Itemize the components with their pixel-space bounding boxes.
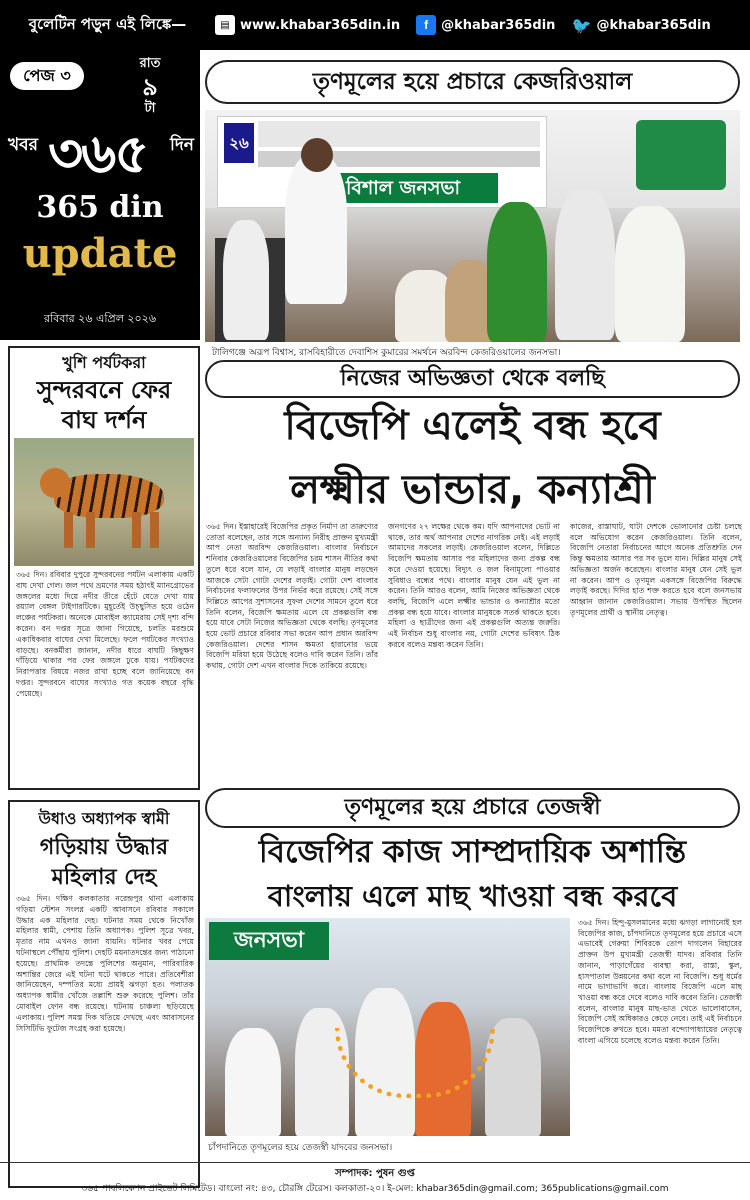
story1-column2: জনগণের ২৭ লক্ষের থেকে কম। যদি আপনাদের ভোট না থাকে, তার অর্থ আপনার দেশের নাগরিক নেই। এই লড়াই আমাদের সকলের লড়াই। কেজরিওয়াল বলেন, দিল্লিতে বিজেপি ক্ষমতায় আসার পর মহিলাদের জন্য প্রকল্প বন্ধ করে দেওয়া হয়েছে। বিদ্যুৎ ও জল বিনামূল্যে পাওয়ার সুবিধাও বন্ধের পথে। বাংলার মানুষ যেন এই ভুল না করেন। তিনি আরও বলেন, আমি নিজের অভিজ্ঞতা থেকে বলছি, বিজেপি এলে লক্ষ্মীর ভান্ডার ও কন্যাশ্রীর মতো প্রকল্প বন্ধ হয়ে যাবে। বাংলার মানুষকে সতর্ক থাকতে হবে। মহিলা ও ছাত্রীদের জন্য এই প্রকল্পগুলি অত্যন্ত জরুরি। এই নির্বাচন শুধু বাংলার নয়, গোটা দেশের ভবিষ্যৎ ঠিক করবে বলেও মন্তব্য করেন তিনি। [388, 522, 560, 649]
party-logo [636, 120, 726, 190]
time-rat: রাত [139, 56, 161, 71]
tiger-photo [14, 438, 194, 566]
rally-banner: জনসভা [209, 922, 329, 960]
banner-date: ২৬ [224, 123, 254, 163]
sidebar2-headline-line2: গড়িয়ায় উদ্ধার [39, 835, 169, 860]
banner-header-strip [258, 121, 540, 147]
sidebar1-headline-line2: সুন্দরবনে ফের [36, 376, 172, 404]
story2-kicker: তৃণমূলের হয়ে প্রচারে তেজস্বী [205, 788, 740, 828]
person-figure [223, 220, 269, 340]
story1-photo-caption: টালিগঞ্জে অরূপ বিশ্বাস, রাসবিহারীতে দেবাশিস কুমারের সমর্থনে অরবিন্দ কেজরিওয়ালের জনসভা। [212, 348, 561, 358]
twitter-link[interactable] [571, 15, 710, 35]
sidebar-story-tiger [8, 346, 200, 790]
story1-kicker: তৃণমূলের হয়ে প্রচারে কেজরিওয়াল [205, 60, 740, 104]
story2-photo [205, 918, 570, 1136]
facebook-handle: @khabar365din [441, 17, 556, 33]
sidebar-story-professor [8, 800, 200, 1188]
time-number: ৯ [142, 73, 158, 101]
facebook-icon: f [416, 15, 436, 35]
story2-headline-line2: বাংলায় এলে মাছ খাওয়া বন্ধ করবে [267, 879, 678, 913]
update-title-line2: update [22, 230, 178, 277]
top-bar [0, 0, 750, 50]
sidebar2-headline-line1: উধাও অধ্যাপক স্বামী [38, 809, 170, 828]
website-link[interactable] [215, 15, 400, 35]
bulletin-link-text[interactable]: বুলেটিন পড়ুন এই লিঙ্কে— [28, 14, 187, 33]
time-ta: টা [144, 101, 156, 116]
sidebar2-body: ৩৬৫ দিন। দক্ষিণ কলকাতার নরেন্দ্রপুর থানা এলাকায় গড়িয়া স্টেশন সংলগ্ন একটি আবাসনে রবিবার সকালে উদ্ধার এক মহিলার দেহ। ঘটনার সময় থেকে নিখোঁজ মহিলার স্বামী, পেশায় তিনি অধ্যাপক। পুলিশ সূত্রে খবর, মৃতার নাম এখনও জানা যায়নি। ঘটনার খবর পেয়ে ঘটনাস্থলে পৌঁছায় পুলিশ। দেহটি ময়নাতদন্তের জন্য পাঠানো হয়েছে। প্রাথমিক তদন্তে পুলিশের অনুমান, পারিবারিক অশান্তির জেরে এই ঘটনা ঘটে থাকতে পারে। প্রতিবেশীরা জানিয়েছেন, দম্পতির মধ্যে প্রায়ই ঝগড়া হত। পলাতক অধ্যাপক স্বামীর খোঁজে তল্লাশি শুরু করেছে পুলিশ। তাঁর মোবাইল ফোন বন্ধ রয়েছে। ঘটনায় চাঞ্চল্য ছড়িয়েছে এলাকায়। পুলিশ সমস্ত দিক খতিয়ে দেখছে এবং আবাসনের সিসিটিভি ফুটেজ সংগ্রহ করা হয়েছে। [16, 894, 194, 1033]
person-figure [285, 154, 347, 304]
twitter-handle: @khabar365din [596, 17, 711, 33]
twitter-icon: 🐦 [571, 15, 592, 35]
story1-headline-line1: বিজেপি এলেই বন্ধ হবে [284, 403, 661, 449]
story1-headline-line2: লক্ষ্মীর ভান্ডার, কন্যাশ্রী [290, 467, 655, 513]
person-figure [487, 202, 547, 342]
story2-photo-caption: চাঁপদানিতে তৃণমূলের হয়ে তেজস্বী যাদবের জনসভা। [208, 1143, 393, 1153]
footer-editor: সম্পাদক: পুষন গুপ্ত [335, 1168, 415, 1179]
person-figure [555, 190, 615, 340]
story1-subkicker: নিজের অভিজ্ঞতা থেকে বলছি [205, 360, 740, 398]
masthead [0, 50, 200, 340]
person-figure [615, 206, 685, 342]
masthead-khobor: খবর [8, 135, 38, 155]
website-text: www.khabar365din.in [240, 17, 401, 33]
sidebar1-body: ৩৬৫ দিন। রবিবার দুপুরে সুন্দরবনের পর্যটন এলাকায় একটি বাঘ দেখা গেল। জল পথে ভ্রমণের সময় হঠাৎই ম্যানগ্রোভের জঙ্গলের মধ্যে দিয়ে নদীর তীরে হেঁটে যেতে দেখা যায় রয়্যাল বেঙ্গল টাইগারটিকে। মুহূর্তেই উচ্ছ্বসিত হয়ে ওঠেন লঞ্চের পর্যটকরা। অনেকে মোবাইল ক্যামেরায় সেই দৃশ্য বন্দি করেন। বন দপ্তর সূত্রে জানা গিয়েছে, চলতি মরশুমে একাধিকবার বাঘের দেখা মিলেছে। ফলে পর্যটকের সংখ্যাও বাড়ছে। বনকর্মীরা জানান, নদীর ধারে বাঘটি কিছুক্ষণ দাঁড়িয়ে থাকার পর ফের জঙ্গলে ঢুকে যায়। পর্যটকদের নিরাপত্তার বিষয়ে নজর রাখা হচ্ছে বলে জানিয়েছে বন দপ্তর। সুন্দরবনে বাঘের সংখ্যাও গত কয়েক বছরে বৃদ্ধি পেয়েছে। [16, 570, 194, 698]
tiger-leg [64, 512, 73, 548]
masthead-logo-number: ৩৬৫ [48, 121, 148, 185]
banner-title: বিশাল জনসভা [308, 173, 498, 203]
story2-column1: ৩৬৫ দিন। হিন্দু-মুসলমানের মধ্যে ঝগড়া লাগানোই হল বিজেপির কাজ, চাঁপদানিতে তৃণমূলের হয়ে প্রচারে এসে এভাবেই গেরুয়া শিবিরকে তোপ দাগলেন বিহারের প্রাক্তন উপ মুখ্যমন্ত্রী তেজস্বী যাদব। রবিবার তিনি জানান, পাড়াগেঁয়ের ব্যবস্থা করা, রাস্তা, স্কুল, হাসপাতাল উন্নয়নের কথা বলে না বিজেপি। শুধু ধর্মের নামে ভাগাভাগি করে। বাংলায় বিজেপি এলে মাছ খাওয়া বন্ধ করে দেবে বলেও দাবি করেন তিনি। তেজস্বী বলেন, বাংলার মানুষ মাছ-ভাত খেতে ভালোবাসেন, বিজেপি সেই অধিকারও কেড়ে নেবে। তাই এই নির্বাচনে বিজেপিকে রুখতে হবে। মমতা বন্দ্যোপাধ্যায়ের নেতৃত্বে বাংলা এগিয়ে চলেছে বলেও মন্তব্য করেন তিনি। [578, 918, 742, 1045]
sidebar1-headline-line3: বাঘ দর্শন [61, 406, 147, 434]
globe-icon: ▤ [215, 15, 235, 35]
person-head [301, 138, 333, 172]
page-number: পেজ ৩ [10, 62, 84, 90]
story2-headline-line1: বিজেপির কাজ সাম্প্রদায়িক অশান্তি [258, 834, 687, 870]
edition-time [125, 54, 175, 120]
edition-date: রবিবার ২৬ এপ্রিল ২০২৬ [43, 312, 156, 325]
sidebar1-headline-line1: খুশি পর্যটকরা [62, 353, 146, 372]
story1-column3: কাজের, রাস্তাঘাট, ঘাটা দেশকে ভোলানোর চেষ্টা চলছে বলে অভিযোগ করেন কেজরিওয়াল। তিনি বলেন, বিজেপি নেতারা নির্বাচনের আগে অনেক প্রতিশ্রুতি দেন কিন্তু ক্ষমতায় আসার পর সব ভুলে যান। দিল্লির মানুষ সেই অভিজ্ঞতা অর্জন করেছেন। বাংলার মানুষ যেন সেই ভুল না করেন। আপ ও তৃণমূল একসঙ্গে বিজেপির বিরুদ্ধে লড়াই করছে। দিদির হাত শক্ত করতে হবে বলে জনসভায় আহ্বান জানান কেজরিওয়াল। সভায় উপস্থিত ছিলেন তৃণমূলের প্রার্থী ও স্থানীয় নেতৃত্ব। [570, 522, 742, 617]
facebook-link[interactable] [416, 15, 555, 35]
tiger-leg [132, 512, 141, 548]
rally-banner [217, 116, 547, 208]
sidebar2-headline-line3: মহিলার দেহ [51, 865, 157, 890]
update-title-line1: 365 din [36, 190, 164, 225]
footer [0, 1162, 750, 1200]
footer-address: ৩৬৫ পাবলিকেশন প্রাইভেট লিমিটেড। বাংলো নং: ৪৩, চৌরঙ্গি টেরেস। কলকাতা-২০। ই-মেল: khabar365din@gmail.com; 365publications@gmail.com [81, 1184, 669, 1194]
tiger-leg [86, 512, 95, 548]
masthead-din: দিন [170, 135, 194, 155]
tiger-head [40, 468, 70, 498]
story1-column1: ৩৬৫ দিন। ইস্তাহারেই বিজেপির প্রকৃত নির্মাণ তা তারুণ্যের তোতা বলেছেন, তার সঙ্গে অন্যান্য নিরীহ প্রাক্তন মুখ্যমন্ত্রী আপ নেতা অরবিন্দ কেজরিওয়াল। বাংলার নির্বাচনে শনিবার কেজরিওয়ালের বিজেপির চরম শাসন নীতির কথা তুলে ধরে বলে যান, যে লড়াই বাংলার মানুষ লড়ছেন আজকে সেটা গোটা দেশের লড়াই। গোটা দেশ বাংলার নির্বাচনের ফলাফলের উপর নির্ভর করে রয়েছে। সেই সঙ্গে দিল্লিতে আপের সুশাসনের সুফল দেশের সামনে তুলে ধরে তিনি বলেন, বিজেপি ক্ষমতায় এলে যে প্রকল্পগুলি বন্ধ হয়ে যাবে সেটা নিজের অভিজ্ঞতা থেকে বলছি। তৃণমূলের হয়ে ভোট প্রচারে রবিবার সভা করেন আপ প্রধান অরবিন্দ কেজরিওয়াল। দেশের শাসন ক্ষমতা হারানোর ভয়ে বিজেপি মরিয়া হয়ে উঠেছে বলেও দাবি করেন তিনি। তাঁর কথায়, গোটা দেশ এখন বাংলার দিকে তাকিয়ে রয়েছে। [206, 522, 378, 671]
story1-photo [205, 110, 740, 342]
person-figure [225, 1028, 281, 1136]
tiger-leg [150, 512, 159, 548]
